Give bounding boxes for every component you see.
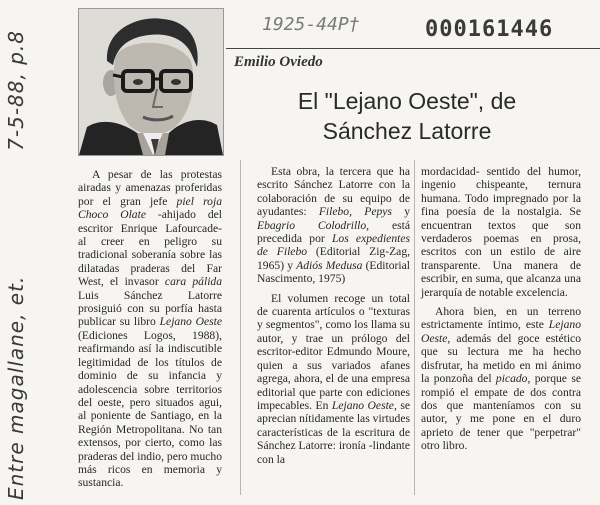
title-line-1: El "Lejano Oeste", de: [297, 88, 517, 114]
author-portrait: [78, 8, 224, 156]
text-column-2: [257, 165, 410, 466]
article-title: [226, 86, 588, 146]
handwritten-archive-code: 1925-44P†: [262, 14, 360, 35]
handwritten-margin-note: [4, 30, 28, 500]
title-line-2: Sánchez Latorre: [322, 118, 492, 144]
paragraph: mordacidad- sentido del humor, ingenio chispeante, ternura humana. Todo impregnado por la fina poesía de la nostalgia. Se encuentran textos que son verdaderos poemas en prosa, escritos con un estilo de aire transparente. Una manera de escribir, en suma, que alcanza una jerarquía de notable excelencia.: [421, 165, 581, 299]
paragraph: Ahora bien, en un terreno estrictamente íntimo, este Lejano Oeste, además del goce estético que su lectura me ha hecho disfrutar, ha metido en mi ánimo la ponzoña del picado, porque se rompió el empate de dos contra dos que manteníamos con su autor, y me pone en el duro aprieto de tener que "perpetrar" otro libro.: [421, 305, 581, 453]
margin-note-source: Entre magallane, et.: [4, 275, 28, 500]
paragraph: Esta obra, la tercera que ha escrito Sánchez Latorre con la colaboración de su equipo de ayudantes: Filebo, Pepys y Ebagrio Colodrillo, está precedida por Los expedientes de Filebo (Editorial Zig-Zag, 1965) y Adiós Medusa (Editorial Nascimento, 1975): [257, 165, 411, 286]
header-rule: [226, 48, 600, 49]
paragraph: A pesar de las protestas airadas y amenazas proferidas por el gran jefe piel roja Choco Olate -ahijado del escritor Enrique Lafourcade- al creer en peligro su tradicional soberanía sobre las dilatadas praderas del Far West, el invasor cara pálida Luis Sánchez Latorre prosiguió con su porfía hasta publicar su libro Lejano Oeste (Ediciones Logos, 1988), reafirmando así la indiscutible legitimidad de los títulos de dominio de su infancia y adolescencia sobre territorios del oeste, pero situados agui, al poniente de Santiago, en la Región Metropolitana. No tan extensos, por cierto, como las praderas del indio, pero mucho más ricos en memoria y sustancia.: [78, 168, 223, 490]
author-byline: Emilio Oviedo: [234, 54, 323, 70]
column-divider: [240, 160, 241, 495]
handwritten-record-number: 000161446: [425, 17, 554, 42]
column-divider: [414, 160, 415, 495]
text-column-1: [78, 168, 222, 490]
margin-note-date: 7-5-88, p.8: [4, 30, 28, 151]
text-column-3: [421, 165, 581, 453]
paragraph: El volumen recoge un total de cuarenta artículos o "texturas y segmentos", como los llama su autor, y trae un prólogo del escritor-editor Edmundo Moure, quien a sus variados afanes agrega, ahora, el de una empresa editorial que parte con ediciones impecables. En Lejano Oeste, se aprecian nítidamente las virtudes características de la escritura de Sánchez Latorre: ironía -lindante con la: [257, 291, 410, 466]
